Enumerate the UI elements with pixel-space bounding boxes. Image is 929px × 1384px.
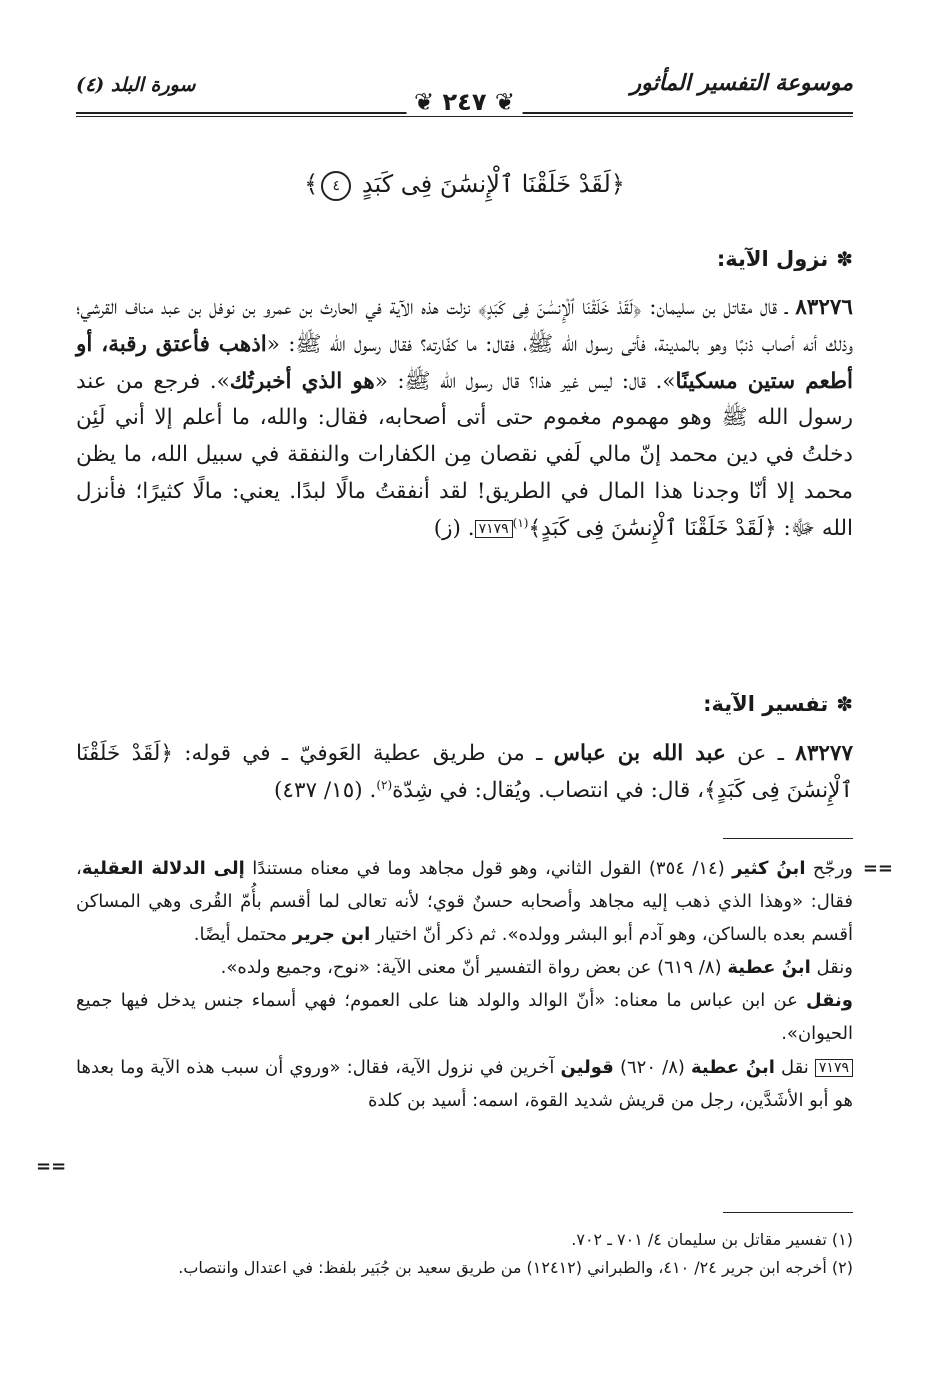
- continuation-mark: ==: [862, 858, 893, 879]
- narration-paragraph: ٨٣٢٧٧ ـ عن عبد الله بن عباس ـ من طريق عطية العَوفيّ ـ في قوله: ﴿لَقَدْ خَلَقْنَا ٱلْإِنسَٰنَ فِى كَبَدٍ﴾، قال: في انتصاب. ويُقال: في شِدّة$^{(٢)}$. (١٥/ ٤٣٧): [76, 741, 854, 803]
- verse-text: ﴿لَقَدْ خَلَقْنَا ٱلْإِنسَٰنَ فِى كَبَدٍ: [361, 170, 625, 198]
- footnote-ref: (١): [512, 515, 529, 530]
- section-title-revelation: ✽نزول الآية:: [716, 247, 853, 271]
- continuation-mark: ==: [36, 1156, 67, 1177]
- page-number: ❦ ٢٤٧ ❦: [406, 88, 523, 116]
- commentary-ref-box: ٧١٧٩: [475, 520, 513, 538]
- verse-close: ﴾: [304, 170, 319, 198]
- verse-heading: [76, 170, 853, 201]
- quran-quote: ﴿لَقَدْ خَلَقْنَا ٱلْإِنسَٰنَ فِى كَبَدٍ﴾: [478, 295, 642, 320]
- flower-icon: ✽: [836, 247, 853, 271]
- narration-number: ٨٣٢٧٦: [795, 295, 853, 320]
- commentary-paragraph: ونقل ابنُ عطية (٨/ ٦١٩) عن بعض رواة التفسير أنّ معنى الآية: «نوح، وجميع ولده».: [220, 957, 853, 978]
- commentary-paragraph: ٧١٧٩ نقل ابنُ عطية (٨/ ٦٢٠) قولين آخرين في نزول الآية، فقال: «وروي أن سبب هذه الآية وما بعدها هو أبو الأشَدَّين، رجل من قريش شديد القوة، اسمه: أسيد بن كلدة: [76, 1057, 853, 1111]
- quran-quote: ﴿لَقَدْ خَلَقْنَا ٱلْإِنسَٰنَ فِى كَبَدٍ﴾: [76, 741, 853, 803]
- page-header: [76, 66, 853, 118]
- book-title: موسوعة التفسير المأثور: [630, 70, 853, 96]
- commentary-ref-box: ٧١٧٩: [815, 1059, 853, 1077]
- footnote-2: (٢) أخرجه ابن جرير ٢٤/ ٤١٠، والطبراني (١٢٤١٢) من طريق سعيد بن جُبَير بلفظ: في اعتدال وانتصاب.: [178, 1258, 853, 1277]
- commentary-block: [76, 852, 853, 1117]
- flower-icon: ✽: [836, 692, 853, 716]
- commentary-rule: [723, 838, 853, 839]
- footnote-rule: [723, 1212, 853, 1213]
- footnote-ref: (٢): [376, 777, 393, 792]
- narration-number: ٨٣٢٧٧: [795, 741, 854, 766]
- section-title-tafsir: ✽تفسير الآية:: [703, 692, 853, 716]
- narration-paragraph: ٨٣٢٧٦ ـ قال مقاتل بن سليمان: ﴿لَقَدْ خَلَقْنَا ٱلْإِنسَٰنَ فِى كَبَدٍ﴾ نزلت هذه الآية في الحارث بن عمرو بن نوفل بن عبد مناف القرشي؛ وذلك أنه أصاب ذنبًا وهو بالمدينة، فأتى رسول الله ﷺ، فقال: ما كفّارته؟ فقال رسول الله ﷺ: «اذهب فأعتق رقبة، أو أطعم ستين مسكينًا». قال: ليس غير هذا؟ قال رسول الله ﷺ: «هو الذي أخبرتُك». فرجع من عند رسول الله ﷺ وهو مهموم مغموم حتى أتى أصحابه، فقال: والله، ما أعلم إلا أني لَئِن دخلتُ في دين محمد إنّ مالي لَفي نقصان مِن الكفارات والنفقة في سبيل الله، ما يظن محمد إلا أنّا وجدنا هذا المال في الطريق! لقد أنفقتُ مالًا لبدًا. يعني: مالًا كثيرًا؛ فأنزل الله ﷻ: ﴿لَقَدْ خَلَقْنَا ٱلْإِنسَٰنَ فِى كَبَدٍ﴾$^{(١)}$٧١٧٩. (ز): [76, 295, 854, 541]
- sura-name: سورة البلد (٤): [76, 74, 196, 96]
- footnote-1: (١) تفسير مقاتل بن سليمان ٤/ ٧٠١ ـ ٧٠٢.: [571, 1230, 853, 1249]
- ayah-number-icon: ٤: [321, 171, 351, 201]
- commentary-paragraph: ونقل عن ابن عباس ما معناه: «أنّ الوالد والولد هنا على العموم؛ فهي أسماء جنس يدخل فيها جميع الحيوان».: [76, 990, 853, 1044]
- commentary-paragraph: ورجّح ابنُ كثير (١٤/ ٣٥٤) القول الثاني، وهو قول مجاهد وما في معناه مستندًا إلى الدلالة العقلية، فقال: «وهذا الذي ذهب إليه مجاهد وأصحابه حسنٌ قوي؛ لأنه تعالى لما أقسم بأُمّ القُرى وهي المساكن أقسم بعده بالساكن، وهو آدم أبو البشر وولده». ثم ذكر أنّ اختيار ابن جرير محتمل أيضًا.: [76, 858, 853, 945]
- header-rule-thin: [76, 116, 853, 117]
- quran-quote: ﴿لَقَدْ خَلَقْنَا ٱلْإِنسَٰنَ فِى كَبَدٍ﴾: [528, 515, 777, 541]
- footnotes: [76, 1226, 853, 1282]
